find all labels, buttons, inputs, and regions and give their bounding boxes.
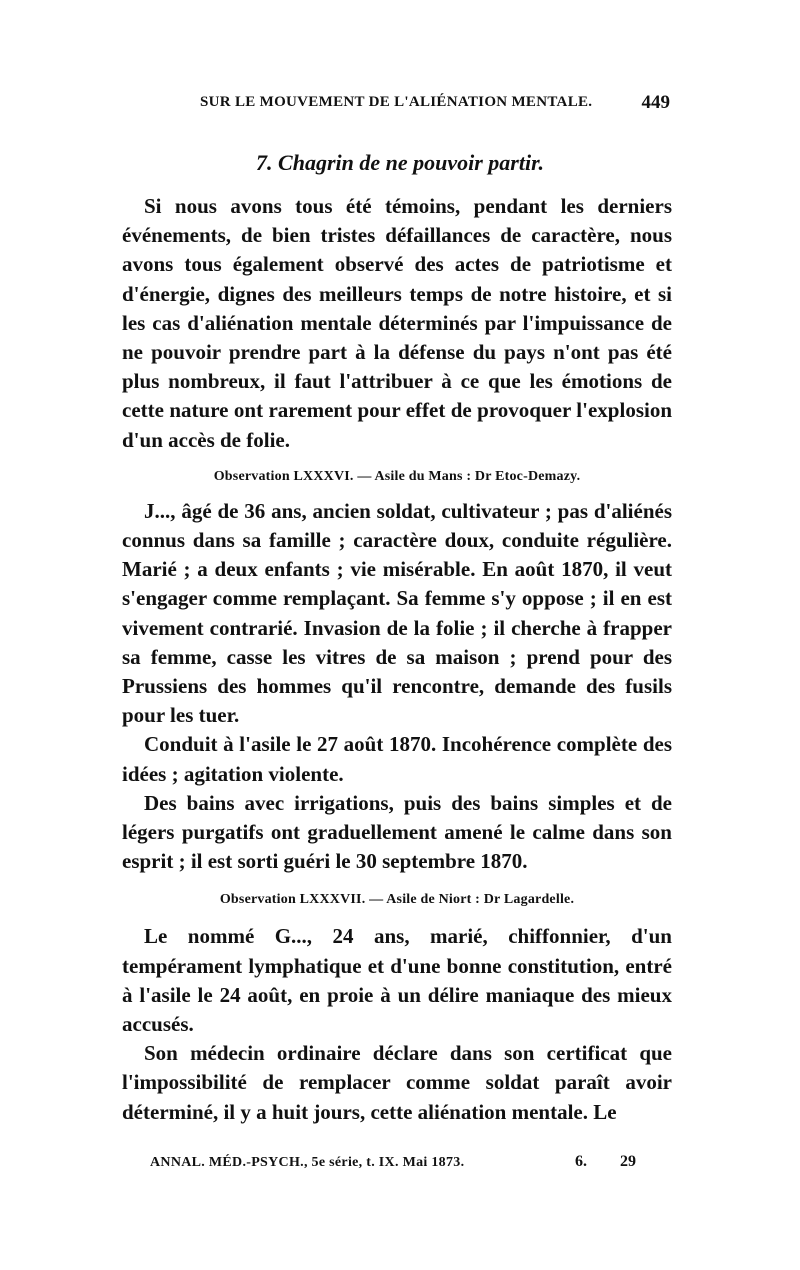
signature-number: 29: [620, 1153, 636, 1170]
signature-mark: 6.: [575, 1153, 587, 1170]
page-number: 449: [641, 92, 670, 113]
observation-87-paragraph-2: Son médecin ordinaire déclare dans son certificat que l'impossibilité de remplacer comme soldat paraît avoir déterminé, il y a huit jours, cette aliénation mentale. Le: [122, 1041, 672, 1124]
page-header: [200, 92, 670, 116]
observation-86-heading: Observation LXXXVI. — Asile du Mans : Dr Etoc-Demazy.: [213, 468, 581, 484]
intro-paragraph: Si nous avons tous été témoins, pendant les derniers événements, de bien tristes défaillances de caractère, nous avons tous également observé des actes de patriotisme et d'énergie, dignes des meilleurs temps de notre histoire, et si les cas d'aliénation mentale déterminés par l'impuissance de ne pouvoir prendre part à la défense du pays n'ont pas été plus nombreux, il faut l'attribuer à ce que les émotions de cette nature ont rarement pour effet de provoquer l'explosion d'un accès de folie.: [122, 194, 672, 452]
observation-87-paragraph-1: Le nommé G..., 24 ans, marié, chiffonnier, d'un tempérament lymphatique et d'une bonne constitution, entré à l'asile le 24 août, en proie à un délire maniaque des mieux accusés.: [122, 924, 672, 1037]
observation-87-heading: Observation LXXXVII. — Asile de Niort : Dr Lagardelle.: [219, 892, 575, 908]
journal-reference: ANNAL. MÉD.-PSYCH., 5e série, t. IX. Mai 1873.: [150, 1155, 465, 1170]
page-footer: [150, 1153, 650, 1177]
observation-86-paragraph-2: Conduit à l'asile le 27 août 1870. Incohérence complète des idées ; agitation violente.: [122, 732, 672, 786]
body-text: [122, 192, 672, 1127]
section-title: 7. Chagrin de ne pouvoir partir.: [256, 150, 544, 175]
observation-86-paragraph-1: J..., âgé de 36 ans, ancien soldat, cultivateur ; pas d'aliénés connus dans sa famille ; caractère doux, conduite régulière. Marié ; a deux enfants ; vie misérable. En août 1870, il veut s'engager comme remplaçant. Sa femme s'y oppose ; il en est vivement contrarié. Invasion de la folie ; il cherche à frapper sa femme, casse les vitres de sa maison ; prend pour des Prussiens des hommes qu'il rencontre, demande des fusils pour les tuer.: [122, 498, 672, 728]
running-head: SUR LE MOUVEMENT DE L'ALIÉNATION MENTALE.: [200, 94, 593, 110]
observation-86-paragraph-3: Des bains avec irrigations, puis des bains simples et de légers purgatifs ont graduellement amené le calme dans son esprit ; il est sorti guéri le 30 septembre 1870.: [122, 790, 672, 874]
